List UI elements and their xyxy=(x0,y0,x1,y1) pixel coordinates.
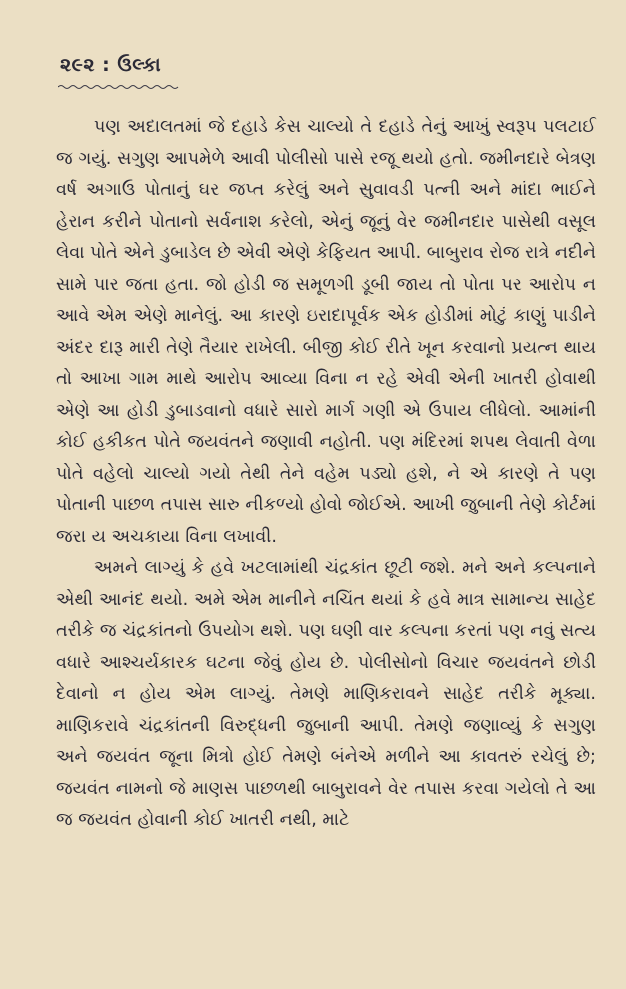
paragraph-2: અમને લાગ્યું કે હવે ખટલામાંથી ચંદ્રકાંત છૂટી જશે. મને અને કલ્પનાને એથી આનંદ થયો. અમે એમ માનીને નચિંત થયાં કે હવે માત્ર સામાન્ય સાહેદ તરીકે જ ચંદ્રકાંતનો ઉપયોગ થશે. પણ ઘણી વાર કલ્પના કરતાં પણ નવું સત્ય વધારે આશ્ચર્યકારક ઘટના જેવું હોય છે. પોલીસોનો વિચાર જયવંતને છોડી દેવાનો ન હોય એમ લાગ્યું. તેમણે માણિકરાવને સાહેદ તરીકે મૂક્યા. માણિકરાવે ચંદ્રકાંતની વિરુદ્ધની જુબાની આપી. તેમણે જણાવ્યું કે સગુણ અને જયવંત જૂના મિત્રો હોઈ તેમણે બંનેએ મળીને આ કાવતરું રચેલું છે; જયવંત નામનો જે માણસ પાછળથી બાબુરાવને વેર તપાસ કરવા ગયેલો તે આ જ જયવંત હોવાની કોઈ ખાતરી નથી, માટે xyxy=(56,558,596,830)
body-text xyxy=(56,112,596,837)
wavy-underline-ornament xyxy=(58,84,182,90)
paragraph-1: પણ અદાલતમાં જે દહાડે કેસ ચાલ્યો તે દહાડે તેનું આખું સ્વરૂપ પલટાઈ જ ગયું. સગુણ આપમેળે આવી પોલીસો પાસે રજૂ થયો હતો. જમીનદારે બેત્રણ વર્ષ અગાઉ પોતાનું ઘર જપ્ત કરેલું અને સુવાવડી પત્ની અને માંદા ભાઈને હેરાન કરીને પોતાનો સર્વનાશ કરેલો, એનું જૂનું વેર જમીનદાર પાસેથી વસૂલ લેવા પોતે એને ડુબાડેલ છે એવી એણે કેફિયત આપી. બાબુરાવ રોજ રાત્રે નદીને સામે પાર જતા હતા. જો હોડી જ સમૂળગી ડૂબી જાય તો પોતા પર આરોપ ન આવે એમ એણે માનેલું. આ કારણે ઇરાદાપૂર્વક એક હોડીમાં મોટું કાણું પાડીને અંદર દારૂ મારી તેણે તૈયાર રાખેલી. બીજી કોઈ રીતે ખૂન કરવાનો પ્રયત્ન થાય તો આખા ગામ માથે આરોપ આવ્યા વિના ન રહે એવી એની ખાતરી હોવાથી એણે આ હોડી ડુબાડવાનો વધારે સારો માર્ગ ગણી એ ઉપાય લીધેલો. આમાંની કોઈ હકીકત પોતે જયવંતને જણાવી નહોતી. પણ મંદિરમાં શપથ લેવાતી વેળા પોતે વહેલો ચાલ્યો ગયો તેથી તેને વહેમ પડ્યો હશે, ને એ કારણે તે પણ પોતાની પાછળ તપાસ સારુ નીકળ્યો હોવો જોઈએ. આખી જુબાની તેણે કોર્ટમાં જરા ય અચકાયા વિના લખાવી. xyxy=(56,117,596,547)
running-head: ૨૯૨ : ઉલ્કા xyxy=(60,54,162,76)
